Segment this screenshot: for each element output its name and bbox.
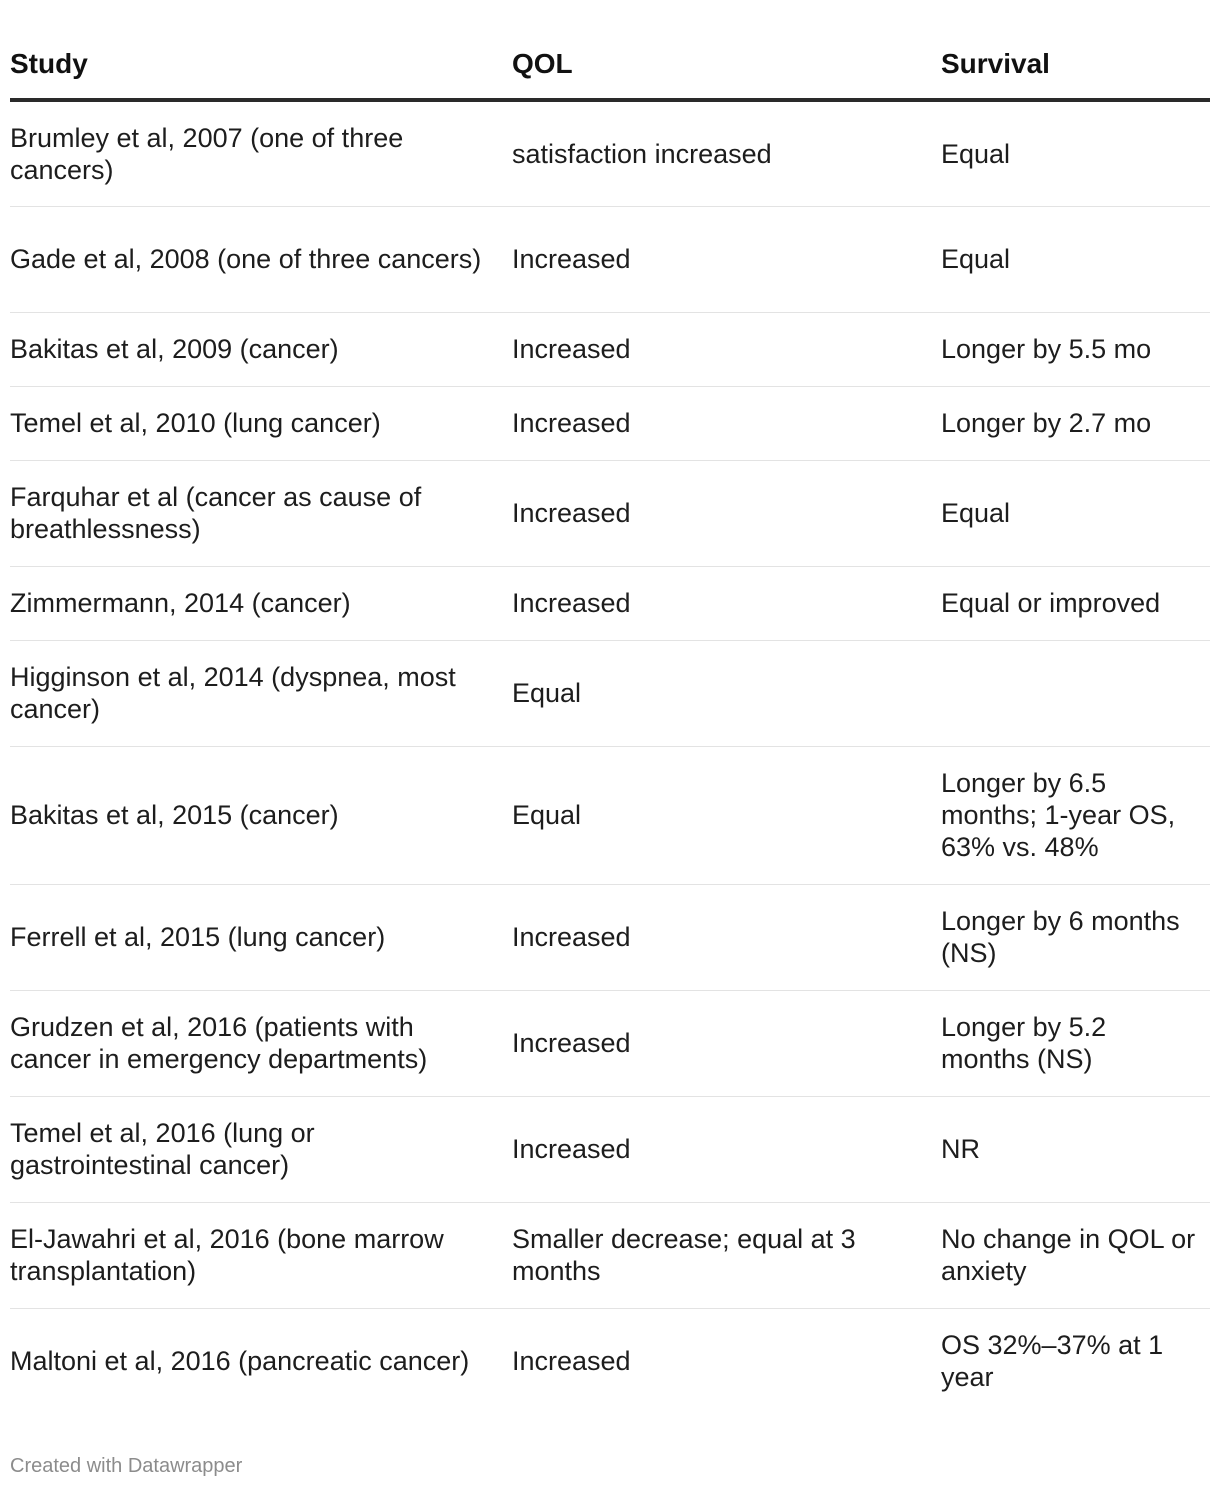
cell-qol bbox=[512, 386, 941, 460]
survival-text: OS 32%–37% at 1 year bbox=[941, 1330, 1164, 1393]
cell-qol bbox=[512, 312, 941, 386]
cell-study bbox=[10, 206, 512, 312]
cell-qol bbox=[512, 884, 941, 990]
datawrapper-credit[interactable]: Created with Datawrapper bbox=[10, 1455, 243, 1477]
survival-text: Longer by 6 months (NS) bbox=[941, 906, 1180, 968]
cell-survival bbox=[941, 1096, 1210, 1202]
survival-text: Longer by 2.7 mo bbox=[941, 408, 1152, 438]
survival-text: Longer by 5.5 mo bbox=[941, 334, 1152, 364]
cell-survival bbox=[941, 746, 1210, 884]
qol-text: Increased bbox=[512, 1028, 631, 1058]
qol-text: Increased bbox=[512, 1134, 631, 1164]
study-text: Temel et al, 2016 (lung or gastrointestinal cancer) bbox=[10, 1118, 315, 1180]
cell-survival bbox=[941, 1308, 1210, 1414]
survival-text: Equal bbox=[941, 498, 1011, 528]
study-text: Brumley et al, 2007 (one of three cancers) bbox=[10, 122, 404, 185]
table-row bbox=[10, 990, 1210, 1096]
header-qol[interactable]: QOL bbox=[512, 30, 941, 100]
cell-study bbox=[10, 1308, 512, 1414]
cell-study bbox=[10, 386, 512, 460]
cell-study bbox=[10, 1202, 512, 1308]
table-row bbox=[10, 746, 1210, 884]
cell-study bbox=[10, 312, 512, 386]
table-row bbox=[10, 1096, 1210, 1202]
study-text: Farquhar et al (cancer as cause of breathlessness) bbox=[10, 482, 422, 544]
qol-text: Increased bbox=[512, 244, 631, 274]
survival-text: No change in QOL or anxiety bbox=[941, 1224, 1196, 1286]
cell-survival bbox=[941, 1202, 1210, 1308]
study-text: Higginson et al, 2014 (dyspnea, most cancer) bbox=[10, 662, 456, 724]
cell-study bbox=[10, 884, 512, 990]
study-text: El-Jawahri et al, 2016 (bone marrow transplantation) bbox=[10, 1224, 444, 1286]
table-row bbox=[10, 1308, 1210, 1414]
qol-text: Equal bbox=[512, 678, 582, 708]
cell-study bbox=[10, 746, 512, 884]
qol-text: Increased bbox=[512, 334, 631, 364]
qol-text: satisfaction increased bbox=[512, 138, 772, 169]
header-survival[interactable]: Survival bbox=[941, 30, 1210, 100]
table-body bbox=[10, 100, 1210, 1414]
cell-survival bbox=[941, 312, 1210, 386]
table-row bbox=[10, 1202, 1210, 1308]
cell-survival bbox=[941, 990, 1210, 1096]
header-study[interactable]: Study bbox=[10, 30, 512, 100]
cell-study bbox=[10, 990, 512, 1096]
table-header bbox=[10, 30, 1210, 100]
table-row bbox=[10, 566, 1210, 640]
study-text: Ferrell et al, 2015 (lung cancer) bbox=[10, 922, 386, 952]
qol-text: Increased bbox=[512, 408, 631, 438]
table-row bbox=[10, 640, 1210, 746]
cell-qol bbox=[512, 206, 941, 312]
cell-qol bbox=[512, 460, 941, 566]
cell-qol bbox=[512, 1096, 941, 1202]
survival-text: Longer by 6.5 months; 1-year OS, 63% vs. 48% bbox=[941, 768, 1176, 862]
qol-text: Smaller decrease; equal at 3 months bbox=[512, 1224, 856, 1286]
study-text: Temel et al, 2010 (lung cancer) bbox=[10, 408, 381, 438]
cell-survival bbox=[941, 100, 1210, 206]
survival-text: Equal bbox=[941, 138, 1011, 169]
table-row bbox=[10, 312, 1210, 386]
cell-qol bbox=[512, 566, 941, 640]
table-row bbox=[10, 100, 1210, 206]
survival-text: Longer by 5.2 months (NS) bbox=[941, 1012, 1107, 1074]
cell-study bbox=[10, 566, 512, 640]
qol-text: Increased bbox=[512, 588, 631, 618]
table-row bbox=[10, 386, 1210, 460]
cell-study bbox=[10, 460, 512, 566]
cell-survival bbox=[941, 566, 1210, 640]
cell-qol bbox=[512, 990, 941, 1096]
cell-survival bbox=[941, 460, 1210, 566]
cell-study bbox=[10, 1096, 512, 1202]
study-text: Zimmermann, 2014 (cancer) bbox=[10, 588, 351, 618]
data-table bbox=[10, 30, 1210, 1414]
study-text: Maltoni et al, 2016 (pancreatic cancer) bbox=[10, 1346, 470, 1377]
qol-text: Increased bbox=[512, 498, 631, 528]
study-text: Grudzen et al, 2016 (patients with cancer in emergency departments) bbox=[10, 1012, 428, 1074]
cell-qol bbox=[512, 100, 941, 206]
cell-qol bbox=[512, 640, 941, 746]
cell-study bbox=[10, 100, 512, 206]
study-text: Bakitas et al, 2009 (cancer) bbox=[10, 334, 339, 364]
table-row bbox=[10, 206, 1210, 312]
qol-text: Increased bbox=[512, 922, 631, 952]
table-row bbox=[10, 460, 1210, 566]
cell-study bbox=[10, 640, 512, 746]
survival-text: NR bbox=[941, 1134, 980, 1164]
table-row bbox=[10, 884, 1210, 990]
survival-text: Equal or improved bbox=[941, 588, 1161, 618]
cell-survival bbox=[941, 386, 1210, 460]
study-text: Bakitas et al, 2015 (cancer) bbox=[10, 800, 339, 830]
qol-text: Equal bbox=[512, 800, 582, 830]
data-table-container bbox=[10, 30, 1210, 1414]
study-text: Gade et al, 2008 (one of three cancers) bbox=[10, 244, 482, 274]
qol-text: Increased bbox=[512, 1346, 631, 1377]
cell-survival bbox=[941, 884, 1210, 990]
cell-qol bbox=[512, 746, 941, 884]
cell-qol bbox=[512, 1202, 941, 1308]
header-row bbox=[10, 30, 1210, 100]
cell-survival bbox=[941, 640, 1210, 746]
cell-qol bbox=[512, 1308, 941, 1414]
cell-survival bbox=[941, 206, 1210, 312]
survival-text: Equal bbox=[941, 244, 1011, 274]
